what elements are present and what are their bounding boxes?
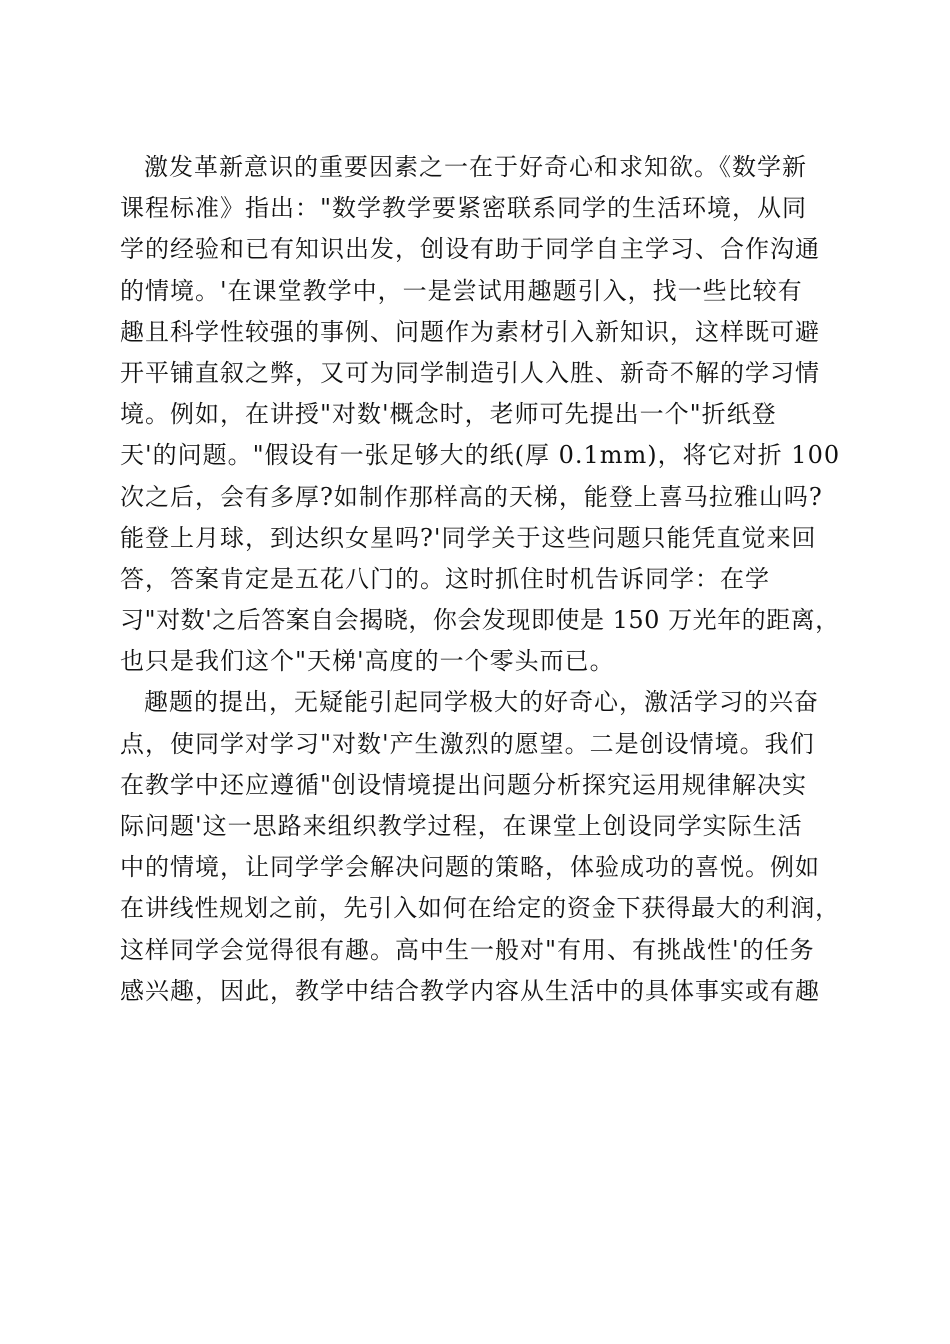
text-line: 答，答案肯定是五花八门的。这时抓住时机告诉同学：在学	[120, 564, 770, 593]
text-line: 境。例如，在讲授"对数'概念时，老师可先提出一个"折纸登	[120, 400, 777, 429]
text-line: 能登上月球，到达织女星吗?'同学关于这些问题只能凭直觉来回	[120, 523, 817, 552]
text-line: 际问题'这一思路来组织教学过程，在课堂上创设同学实际生活	[120, 812, 803, 840]
text-line: 天'的问题。"假设有一张足够大的纸(厚 0.1mm)，将它对折 100	[120, 441, 841, 470]
text-line: 的情境。'在课堂教学中，一是尝试用趣题引入，找一些比较有	[120, 276, 803, 305]
text-line: 点，使同学对学习"对数'产生激烈的愿望。二是创设情境。我们	[120, 729, 815, 758]
text-line: 中的情境，让同学学会解决问题的策略，体验成功的喜悦。例如	[120, 853, 820, 882]
text-line: 趣题的提出，无疑能引起同学极大的好奇心，激活学习的兴奋	[144, 688, 819, 717]
text-line: 感兴趣，因此，教学中结合教学内容从生活中的具体事实或有趣	[120, 976, 820, 1005]
text-line: 也只是我们这个"天梯'高度的一个零头而已。	[120, 647, 615, 676]
text-line: 课程标准》指出："数学教学要紧密联系同学的生活环境，从同	[120, 194, 808, 223]
text-line: 在讲线性规划之前，先引入如何在给定的资金下获得最大的利润，	[120, 894, 840, 923]
text-line: 这样同学会觉得很有趣。高中生一般对"有用、有挑战性'的任务	[120, 935, 815, 964]
text-line: 次之后，会有多厚?如制作那样高的天梯，能登上喜马拉雅山吗?	[120, 482, 823, 511]
body-text	[120, 147, 840, 1012]
text-line: 激发革新意识的重要因素之一在于好奇心和求知欲。《数学新	[144, 153, 807, 181]
text-line: 学的经验和已有知识出发，创设有助于同学自主学习、合作沟通	[120, 235, 820, 264]
text-line: 趣且科学性较强的事例、问题作为素材引入新知识，这样既可避	[120, 317, 820, 346]
text-line: 在教学中还应遵循"创设情境提出问题分析探究运用规律解决实	[120, 770, 808, 799]
text-line: 开平铺直叙之弊，又可为同学制造引人入胜、新奇不解的学习情	[120, 358, 820, 387]
text-line: 习"对数'之后答案自会揭晓，你会发现即使是 150 万光年的距离，	[120, 606, 840, 635]
